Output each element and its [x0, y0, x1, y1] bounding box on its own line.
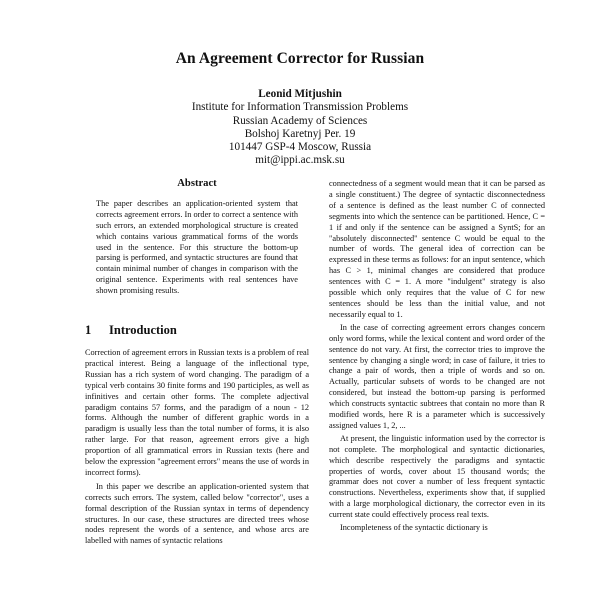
- address-line: Bolshoj Karetnyj Per. 19: [244, 127, 356, 140]
- section-heading: [85, 325, 309, 336]
- body-paragraph: Incompleteness of the syntactic dictionary is: [340, 523, 488, 533]
- affiliation-line: Institute for Information Transmission Problems: [191, 101, 409, 114]
- section-number: 1: [85, 323, 92, 338]
- author-name: Leonid Mitjushin: [258, 88, 342, 100]
- body-paragraph: In this paper we describe an application-oriented system that corrects such errors. The system, called below "corrector", uses a formal description of the Russian syntax in terms of dependency structures. In our case, these structures are directed trees whose nodes represent the words of a sentence, and whose arcs are labelled with names of syntactic relations: [85, 481, 309, 546]
- paper-title: An Agreement Corrector for Russian: [175, 50, 425, 67]
- abstract-text: The paper describes an application-oriented system that corrects agreement errors. In order to correct a sentence with such errors, an extended morphological structure is created which contains various grammatical forms of the words used in the sentence. For this structure the bottom-up parsing is performed, and syntactic structures are found that contain minimal number of changes in comparison with the original sentence. Experiments with real sentences have shown promising results.: [96, 198, 298, 296]
- author-email: mit@ippi.ac.msk.su: [255, 154, 345, 167]
- right-column: [329, 179, 545, 536]
- address-line: 101447 GSP-4 Moscow, Russia: [228, 141, 372, 154]
- left-column: [85, 179, 309, 550]
- affiliation-line: Russian Academy of Sciences: [232, 114, 368, 127]
- body-paragraph: In the case of correcting agreement errors changes concern only word forms, while the lexical content and word order of the sentence do not vary. At first, the corrector tries to improve the sentence by changing a single word; in case of failure, it tries to change a pair of words, then a triple of words and so on. Actually, particular subsets of words to be changed are not considered, but instead the bottom-up parsing is performed which constructs syntactic subtrees that contain no more than R modified words, here R is a parameter which is successively assigned values 1, 2, ...: [329, 322, 545, 430]
- abstract-heading: Abstract: [177, 178, 217, 189]
- body-paragraph: connectedness of a segment would mean that it can be parsed as a single constituent.) The degree of syntactic disconnectedness of a sentence is defined as the least number C of connected segments into which the sentence can be partitioned. Hence, C = 1 if and only if the sentence can be assigned a SyntS; for an "absolutely disconnected" sentence C would be equal to the number of words. The general idea of correction can be expressed in these terms as follows: for an input sentence, which has C > 1, minimal changes are considered that produce sentences with C = 1. A more "indulgent" strategy is also possible which only requires that the value of C for new sentences should be less than the initial value, and not necessarily equal to 1.: [329, 179, 545, 319]
- author-block: [0, 88, 600, 168]
- body-paragraph: At present, the linguistic information used by the corrector is not complete. The morphological and syntactic dictionaries, which describe respectively the paradigms and syntactic properties of words, cover about 15 thousand words; the grammar does not cover a number of less frequent syntactic constructions. Nevertheless, experiments show that, if supplied with a large morphological dictionary, the corrector even in its current state could effectively process real texts.: [329, 433, 545, 520]
- body-paragraph: Correction of agreement errors in Russian texts is a problem of real practical interest. Being a language of the inflectional type, Russian has a rich system of word changing. The paradigm of a typical verb contains 30 finite forms and 190 participles, as well as infinitives and certain other forms. The complete adjectival paradigm contains 57 forms, and the paradigm of a noun - 12 forms. Although the number of different graphic words in a paradigm is usually less than the total number of forms, it is also rather large. For that reason, agreement errors give a high proportion of all grammatical errors in Russian texts (here and below the expression "agreement errors" means the use of words in incorrect forms).: [85, 347, 309, 477]
- section-title: Introduction: [109, 323, 177, 338]
